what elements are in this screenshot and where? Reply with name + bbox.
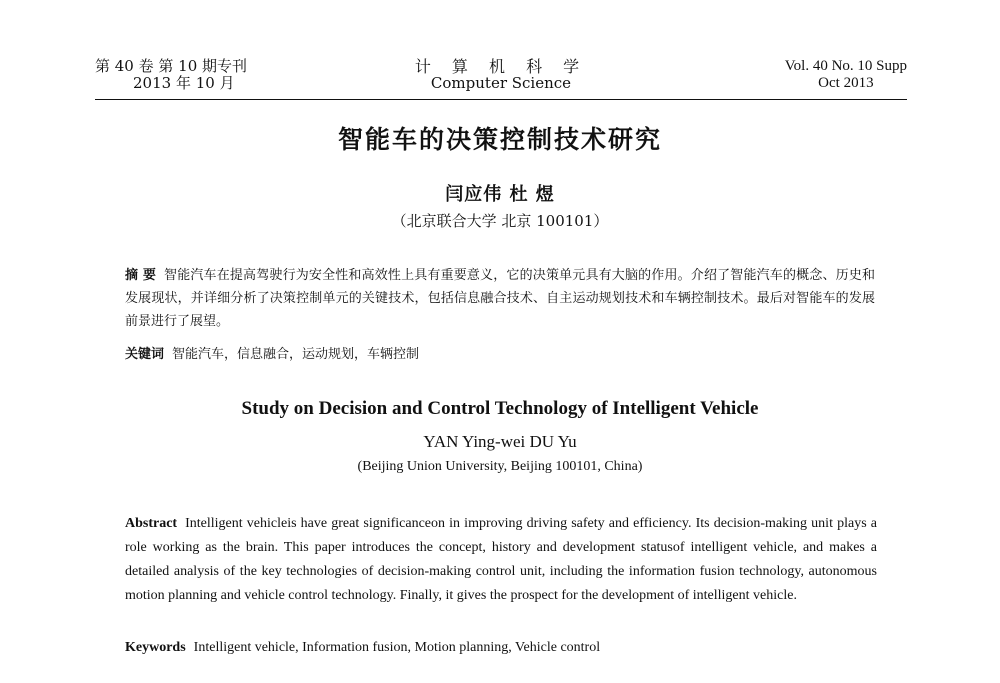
- affiliation-en: (Beijing Union University, Beijing 100101, China): [357, 459, 643, 474]
- abstract-cn-label: 摘 要: [125, 268, 157, 283]
- paper-title-en: Study on Decision and Control Technology of Intelligent Vehicle: [241, 398, 759, 419]
- abstract-en-text: Intelligent vehicleis have great significanceon in improving driving safety and efficiency. Its decision-making unit plays a role working as the brain. This paper introduces the concept, history and development statusof intelligent vehicle, and makes a detailed analysis of the key technologies of decision-making control unit, including the information fusion technology, autonomous motion planning and vehicle control technology. Finally, it gives the prospect for the development of intelligent vehicle.: [125, 516, 877, 603]
- paper-title-cn: 智能车的决策控制技术研究: [337, 125, 662, 154]
- keywords-en-label: Keywords: [125, 640, 186, 655]
- header-volume-issue: 第 40 卷 第 10 期专刊: [95, 57, 248, 75]
- header-date-en: Oct 2013: [818, 75, 874, 91]
- header-volume-en: [785, 58, 907, 92]
- abstract-cn-text: 智能汽车在提高驾驶行为安全性和高效性上具有重要意义，它的决策单元具有大脑的作用。介绍了智能汽车的概念、历史和发展现状，并详细分析了决策控制单元的关键技术，包括信息融合技术、自主运动规划技术和车辆控制技术。最后对智能车的发展前景进行了展望。: [125, 268, 875, 329]
- header-journal-en: Computer Science: [430, 74, 572, 92]
- keywords-cn: [125, 345, 875, 365]
- keywords-en: [125, 638, 877, 658]
- authors-en: YAN Ying-wei DU Yu: [423, 432, 577, 451]
- abstract-cn: [125, 264, 875, 333]
- header-vol-no: Vol. 40 No. 10 Supp: [784, 58, 907, 74]
- abstract-en-label: Abstract: [125, 516, 178, 531]
- header-journal-cn: 计 算 机 科 学: [414, 57, 588, 76]
- keywords-cn-label: 关键词: [125, 347, 165, 362]
- abstract-en: [125, 512, 877, 608]
- keywords-cn-text: 智能汽车，信息融合，运动规划，车辆控制: [172, 347, 420, 362]
- keywords-en-text: Intelligent vehicle, Information fusion, Motion planning, Vehicle control: [193, 640, 601, 655]
- header-rule: [95, 99, 907, 100]
- running-header: [95, 58, 907, 98]
- header-date-cn: 2013 年 10 月: [133, 74, 235, 92]
- affiliation-cn: （北京联合大学 北京 100101）: [391, 212, 609, 230]
- authors-cn: 闫应伟 杜 煜: [445, 184, 555, 205]
